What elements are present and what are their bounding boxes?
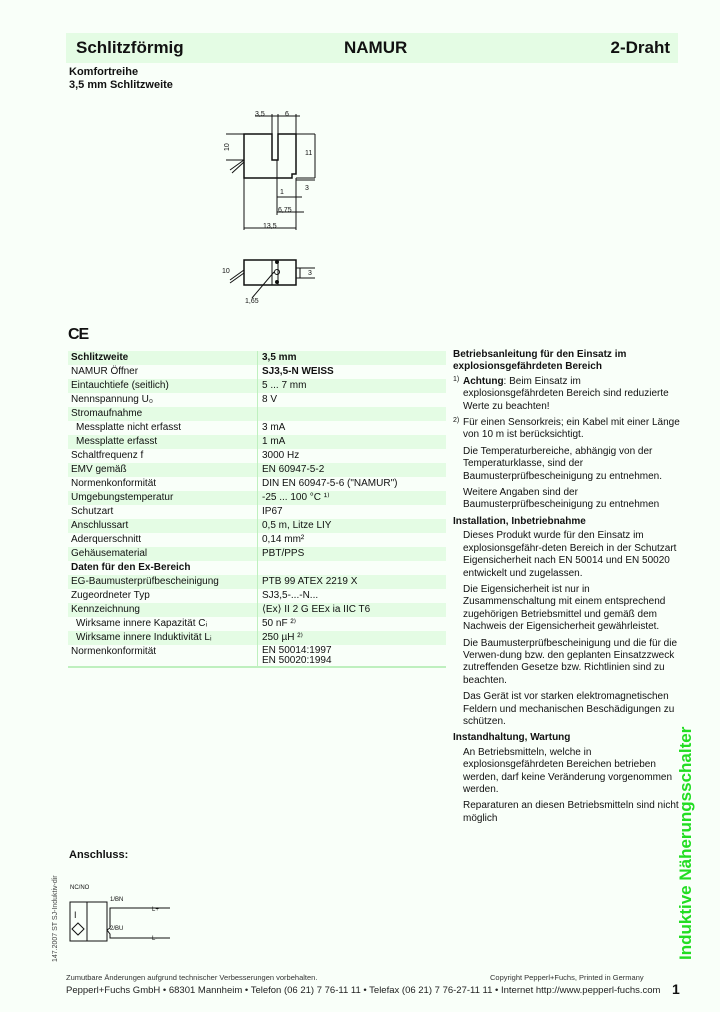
row-label: Wirksame innere Induktivität Lᵢ bbox=[68, 631, 258, 645]
row-value: 50 nF ²⁾ bbox=[262, 618, 297, 629]
table-row bbox=[68, 631, 446, 645]
row-label: Aderquerschnitt bbox=[68, 533, 258, 547]
table-row bbox=[68, 603, 446, 617]
paragraph: Die Baumusterprüfbescheinigung und die für die Verwen-dung bzw. den geplanten Einsatzzweck zutreffenden Gesetze bzw. Richtlinien sind zu beachten. bbox=[463, 637, 678, 686]
row-label: Stromaufnahme bbox=[68, 407, 258, 421]
row-label: Schutzart bbox=[68, 505, 258, 519]
dimension-drawing bbox=[200, 100, 340, 310]
row-value: -25 ... 100 °C ¹⁾ bbox=[262, 492, 330, 503]
table-row bbox=[68, 491, 446, 505]
table-row bbox=[68, 435, 446, 449]
row-label: EMV gemäß bbox=[68, 463, 258, 477]
installation-heading: Installation, Inbetriebnahme bbox=[453, 515, 586, 527]
row-label: Schaltfrequenz f bbox=[68, 449, 258, 463]
header-center: NAMUR bbox=[344, 38, 408, 57]
row-label: Normenkonformität bbox=[68, 477, 258, 491]
series-name: Komfortreihe bbox=[69, 66, 139, 78]
row-value: 0,5 m, Litze LIY bbox=[262, 520, 332, 531]
row-label: Gehäusematerial bbox=[68, 547, 258, 561]
table-row bbox=[68, 575, 446, 589]
footnote-2: 2) Für einen Sensorkreis; ein Kabel mit einer Länge von 10 m ist berücksichtigt. bbox=[453, 417, 680, 441]
table-row bbox=[68, 519, 446, 533]
row-label: Messplatte erfasst bbox=[68, 435, 258, 449]
table-row bbox=[68, 477, 446, 491]
row-label: Anschlussart bbox=[68, 519, 258, 533]
header-right: 2-Draht bbox=[610, 38, 670, 57]
row-value: 3,5 mm bbox=[262, 352, 297, 363]
table-row bbox=[68, 407, 446, 421]
page-number: 1 bbox=[672, 981, 680, 997]
row-value: DIN EN 60947-5-6 ("NAMUR") bbox=[262, 478, 398, 489]
row-label: Zugeordneter Typ bbox=[68, 589, 258, 603]
table-row bbox=[68, 463, 446, 477]
row-value: SJ3,5-N WEISS bbox=[262, 366, 334, 377]
connection-diagram bbox=[60, 880, 180, 950]
svg-text:6: 6 bbox=[285, 111, 289, 118]
row-value bbox=[258, 561, 446, 575]
svg-text:3: 3 bbox=[305, 185, 309, 192]
svg-text:1: 1 bbox=[280, 189, 284, 196]
table-row bbox=[68, 645, 446, 666]
specs-table bbox=[68, 351, 446, 668]
paragraph: Die Temperaturbereiche, abhängig von der Temperaturklasse, sind der Baumusterprüfbescheinigung zu entnehmen. bbox=[463, 445, 663, 482]
instructions-title: Betriebsanleitung für den Einsatz im explosionsgefährdeten Bereich bbox=[453, 349, 627, 373]
table-row bbox=[68, 421, 446, 435]
svg-text:I: I bbox=[74, 910, 77, 920]
table-row bbox=[68, 561, 446, 575]
row-value: 8 V bbox=[262, 394, 278, 405]
row-value: 1 mA bbox=[262, 436, 286, 447]
row-label: Nennspannung U₀ bbox=[68, 393, 258, 407]
svg-text:3,5: 3,5 bbox=[255, 111, 265, 118]
row-value: PTB 99 ATEX 2219 X bbox=[262, 576, 358, 587]
svg-text:10: 10 bbox=[224, 143, 231, 151]
table-row bbox=[68, 533, 446, 547]
row-label: EG-Baumusterprüfbescheinigung bbox=[68, 575, 258, 589]
table-row bbox=[68, 589, 446, 603]
row-label: NAMUR Öffner bbox=[68, 365, 258, 379]
row-value bbox=[258, 407, 446, 421]
svg-text:1,65: 1,65 bbox=[245, 298, 259, 305]
row-label: Messplatte nicht erfasst bbox=[68, 421, 258, 435]
paragraph: Dieses Produkt wurde für den Einsatz im explosionsgefähr-deten Bereich in der Schutzart Eigensicherheit nach EN 50014 und EN 50020 entwickelt und zugelassen. bbox=[463, 530, 677, 579]
row-value: IP67 bbox=[262, 506, 283, 517]
table-row bbox=[68, 351, 446, 365]
table-row bbox=[68, 365, 446, 379]
paragraph: Reparaturen an diesen Betriebsmitteln sind nicht möglich bbox=[463, 800, 679, 824]
paragraph: Weitere Angaben sind der Baumusterprüfbescheinigung zu entnehmen bbox=[463, 487, 660, 511]
slot-width-subtitle: 3,5 mm Schlitzweite bbox=[69, 79, 173, 91]
table-row bbox=[68, 547, 446, 561]
row-label: Wirksame innere Kapazität Cᵢ bbox=[68, 617, 258, 631]
row-value: ⟨Ex⟩ II 2 G EEx ia IIC T6 bbox=[262, 604, 371, 615]
row-value: 3000 Hz bbox=[262, 450, 300, 461]
table-row bbox=[68, 505, 446, 519]
connection-title: Anschluss: bbox=[69, 849, 129, 861]
row-value: SJ3,5-...-N... bbox=[262, 590, 319, 601]
paragraph: An Betriebsmitteln, welche in explosionsgefährdeten Bereichen betrieben werden, darf keine Veränderung vorgenommen werden. bbox=[463, 746, 673, 795]
row-label: Normenkonformität bbox=[68, 645, 258, 666]
row-value: 5 ... 7 mm bbox=[262, 380, 307, 391]
footer-address: Pepperl+Fuchs GmbH • 68301 Mannheim • Telefon (06 21) 7 76-11 11 • Telefax (06 21) 7 76-27-11 11 • Internet http://www.pepperl-fuchs.com bbox=[66, 985, 661, 996]
table-row bbox=[68, 617, 446, 631]
svg-text:3: 3 bbox=[308, 270, 312, 277]
paragraph: Die Eigensicherheit ist nur in Zusammenschaltung mit einem entsprechend zugehörigen Betriebsmittel und gemäß dem Nachweis der Eigensicherheit gewährleistet. bbox=[463, 583, 666, 633]
svg-text:11: 11 bbox=[305, 150, 313, 157]
header-left: Schlitzförmig bbox=[76, 38, 184, 57]
row-label: Kennzeichnung bbox=[68, 603, 258, 617]
row-value: 250 µH ²⁾ bbox=[262, 632, 304, 643]
table-row bbox=[68, 393, 446, 407]
svg-text:L-: L- bbox=[152, 936, 158, 942]
svg-text:L+: L+ bbox=[152, 907, 159, 913]
footer-note: Zumutbare Änderungen aufgrund technischer Verbesserungen vorbehalten. bbox=[66, 973, 318, 982]
drawing-code: 147.2007 ST SJ-Induktiv-dir bbox=[52, 875, 59, 962]
row-label: Eintauchtiefe (seitlich) bbox=[68, 379, 258, 393]
row-value: 0,14 mm² bbox=[262, 534, 305, 545]
footer-copyright: Copyright Pepperl+Fuchs, Printed in Germany bbox=[490, 973, 644, 982]
row-label: Umgebungstemperatur bbox=[68, 491, 258, 505]
category-side-label: Induktive Näherungsschalter bbox=[676, 726, 695, 960]
row-value: PBT/PPS bbox=[262, 548, 305, 559]
row-label: Daten für den Ex-Bereich bbox=[68, 561, 258, 575]
footnote-1: 1) Achtung: Beim Einsatz im explosionsgefährdeten Bereich sind reduzierte Werte zu beachten! bbox=[453, 375, 669, 412]
header-band bbox=[66, 33, 678, 63]
row-value: EN 50014:1997 EN 50020:1994 bbox=[262, 645, 332, 666]
maintenance-heading: Instandhaltung, Wartung bbox=[453, 732, 571, 744]
row-value: 3 mA bbox=[262, 422, 286, 433]
svg-text:NC/NO: NC/NO bbox=[70, 885, 90, 891]
svg-text:1/BN: 1/BN bbox=[110, 897, 124, 903]
operating-instructions bbox=[453, 347, 683, 829]
table-row bbox=[68, 379, 446, 393]
svg-text:2/BU: 2/BU bbox=[110, 926, 124, 932]
svg-text:13,5: 13,5 bbox=[263, 223, 277, 230]
svg-text:10: 10 bbox=[222, 268, 230, 275]
table-row bbox=[68, 449, 446, 463]
row-value: EN 60947-5-2 bbox=[262, 464, 325, 475]
row-label: Schlitzweite bbox=[68, 351, 258, 365]
ce-mark: CE bbox=[68, 326, 89, 343]
svg-text:6,75: 6,75 bbox=[278, 207, 292, 214]
paragraph: Das Gerät ist vor starken elektromagnetischen Feldern und mechanischen Beschädigungen zu schützen. bbox=[463, 691, 675, 727]
